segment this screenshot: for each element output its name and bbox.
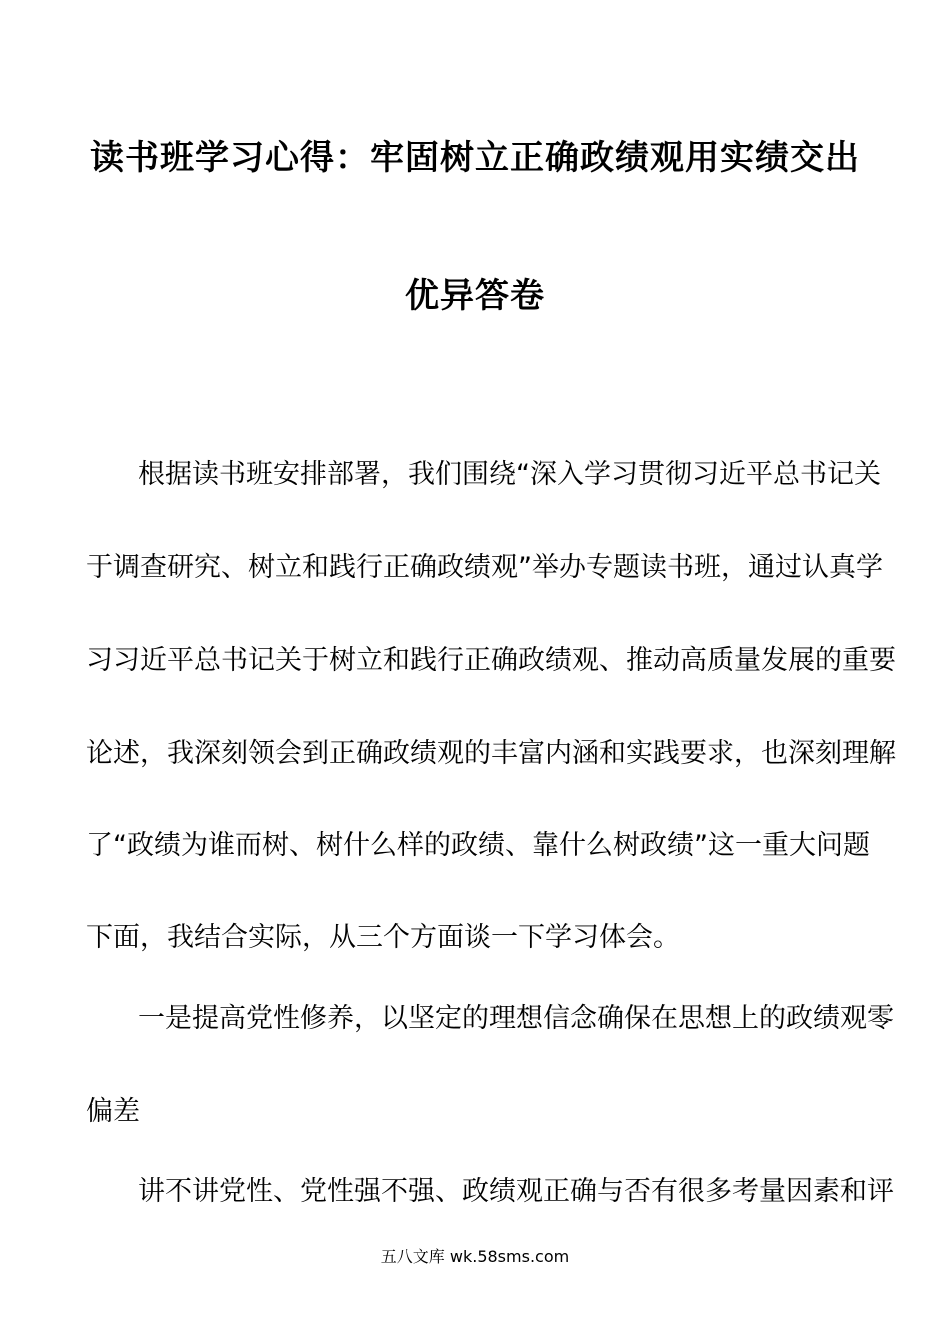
footer-watermark: 五八文库 wk.58sms.com — [380, 1247, 570, 1266]
paragraph-line: 了“政绩为谁而树、树什么样的政绩、靠什么树政绩”这一重大问题 — [86, 830, 870, 861]
section-heading-line: 偏差 — [86, 1096, 140, 1127]
document-title-line-1: 读书班学习心得：牢固树立正确政绩观用实绩交出 — [90, 138, 860, 178]
paragraph-line: 根据读书班安排部署，我们围绕“深入学习贯彻习近平总书记关 — [138, 459, 881, 490]
document-title-line-2: 优异答卷 — [405, 276, 545, 316]
paragraph-line: 习习近平总书记关于树立和践行正确政绩观、推动高质量发展的重要 — [86, 645, 896, 676]
paragraph-line: 于调查研究、树立和践行正确政绩观”举办专题读书班，通过认真学 — [86, 552, 883, 583]
section-heading-line: 一是提高党性修养，以坚定的理想信念确保在思想上的政绩观零 — [138, 1003, 894, 1034]
paragraph-line: 论述，我深刻领会到正确政绩观的丰富内涵和实践要求，也深刻理解 — [86, 738, 896, 769]
paragraph-line: 讲不讲党性、党性强不强、政绩观正确与否有很多考量因素和评 — [138, 1176, 894, 1207]
paragraph-line: 下面，我结合实际，从三个方面谈一下学习体会。 — [86, 922, 680, 953]
